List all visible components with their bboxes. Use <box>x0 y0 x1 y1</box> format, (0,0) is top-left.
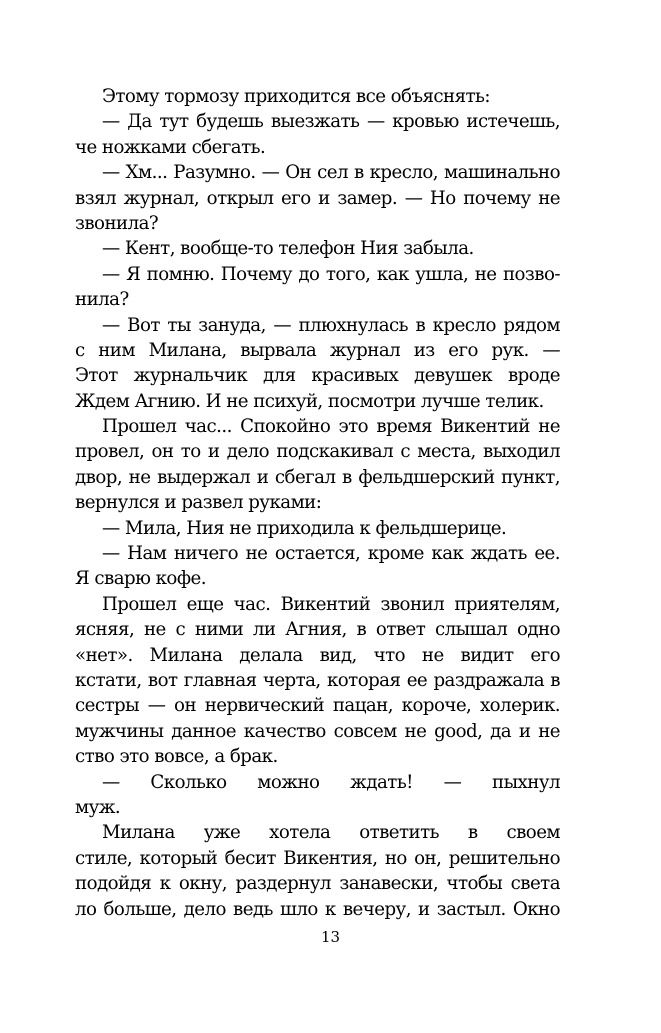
text-line: — Хм... Разумно. — Он сел в кресло, машинально <box>102 162 560 184</box>
text-line: муж. <box>75 796 121 818</box>
text-line: с ним Милана, вырвала журнал из его рук. — <box>75 339 560 361</box>
text-line: кстати, вот главная черта, которая ее раздражала в <box>75 669 560 691</box>
text-line: Этот журнальчик для красивых девушек вроде <box>75 365 560 387</box>
text-line: Этому тормозу приходится все объяснять: <box>102 86 490 107</box>
text-line: че ножками сбегать. <box>75 136 266 158</box>
text-line: двор, не выдержал и сбегал в фельдшерский пункт, <box>75 466 560 488</box>
text-line: ство это вовсе, а брак. <box>75 746 278 768</box>
paragraph <box>75 160 560 236</box>
text-line: Я сварю кофе. <box>75 568 206 590</box>
text-line: — Я помню. Почему до того, как ушла, не позво- <box>102 263 560 285</box>
text-line: Ждем Агнию. И не психуй, посмотри лучше телик. <box>75 390 544 412</box>
paragraph <box>75 770 560 821</box>
paragraph <box>75 414 560 516</box>
text-line: — Вот ты зануда, — плюхнулась в кресло рядом <box>102 314 560 336</box>
text-line: ясняя, не с ними ли Агния, в ответ слышал одно <box>75 619 560 641</box>
text-line: стиле, который бесит Викентия, но он, решительно <box>75 847 560 869</box>
paragraph <box>75 262 560 313</box>
paragraph <box>75 516 560 541</box>
paragraph <box>75 236 560 261</box>
text-line: ло больше, дело ведь шло к вечеру, и застыл. Окно <box>75 898 560 920</box>
text-line: вернулся и развел руками: <box>75 492 322 514</box>
text-line: провел, он то и дело подскакивал с места, выходил <box>75 441 560 463</box>
paragraph <box>75 592 560 770</box>
text-line: — Мила, Ния не приходила к фельдшерице. <box>102 517 507 539</box>
paragraph <box>75 541 560 592</box>
text-line: Прошел еще час. Викентий звонил приятелям, <box>102 593 560 615</box>
text-line: — Кент, вообще-то телефон Ния забыла. <box>102 238 474 260</box>
text-line: взял журнал, открыл его и замер. — Но почему не <box>75 187 560 209</box>
text-line: звонила? <box>75 212 159 234</box>
text-line: мужчины данное качество совсем не good, да и не <box>75 720 560 742</box>
paragraph <box>75 84 560 109</box>
text-line: — Сколько можно ждать! — пыхнул <box>102 771 560 793</box>
text-line: нила? <box>75 289 129 311</box>
text-line: сестры — он нервический пацан, короче, холерик. <box>75 695 560 717</box>
paragraph <box>75 109 560 160</box>
text-line: — Нам ничего не остается, кроме как ждать ее. <box>102 543 560 565</box>
text-line: подойдя к окну, раздернул занавески, чтобы света <box>75 873 560 895</box>
text-body <box>75 84 560 922</box>
paragraph <box>75 820 560 922</box>
text-line: Милана уже хотела ответить в своем <box>102 822 560 844</box>
page-number: 13 <box>320 928 341 946</box>
paragraph <box>75 313 560 415</box>
text-line: — Да тут будешь выезжать — кровью истечешь, <box>102 111 560 133</box>
text-line: Прошел час... Спокойно это время Викентий не <box>102 416 560 438</box>
text-line: «нет». Милана делала вид, что не видит его <box>75 644 560 666</box>
